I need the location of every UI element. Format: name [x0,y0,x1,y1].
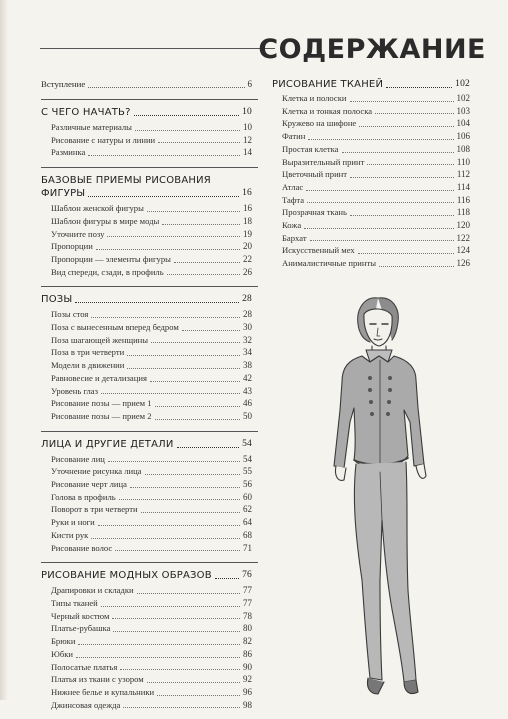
toc-entry-page: 122 [456,232,470,243]
toc-entry[interactable] [272,168,470,181]
toc-entry-page: 103 [456,105,470,116]
leader-dots [113,631,240,632]
toc-entry[interactable] [41,334,252,347]
toc-entry[interactable] [41,529,252,542]
leader-dots [96,249,240,250]
leader-dots [308,139,453,140]
section-rule [41,99,258,100]
toc-section [41,99,252,159]
leader-dots [386,87,452,88]
toc-entry-label: Нижнее белье и купальники [51,686,155,697]
toc-section-heading[interactable] [41,569,252,582]
leader-dots [155,419,240,420]
toc-entry-label: Уточнение рисунка лица [51,466,142,477]
toc-entry-label: Бархат [282,232,307,243]
toc-entry[interactable] [41,465,252,478]
leader-dots [151,342,240,343]
toc-right-items [272,92,470,270]
toc-entry-label: Пропорции [51,241,93,252]
toc-entry[interactable] [41,202,252,215]
toc-entry-page: 19 [243,228,252,239]
toc-entry-page: 28 [243,309,252,320]
toc-entry[interactable] [41,372,252,385]
toc-entry[interactable] [272,105,470,118]
toc-entry-page: 120 [456,220,470,231]
page-title: СОДЕРЖАНИЕ [258,34,486,65]
toc-entry[interactable] [41,228,252,241]
toc-entry-page: 54 [243,453,252,464]
toc-entry[interactable] [272,92,470,105]
page-edge-shadow [0,0,8,700]
toc-entry-label: Руки и ноги [51,517,95,528]
section-rule [41,431,258,432]
toc-entry[interactable] [41,686,252,699]
toc-entry-page: 55 [243,466,252,477]
toc-entry-page: 42 [243,372,252,383]
toc-entry-page: 56 [243,479,252,490]
leader-dots [379,266,453,267]
toc-entry-page: 18 [243,215,252,226]
leader-dots [78,644,240,645]
leader-dots [350,101,454,102]
toc-entry-label: Черный костюм [51,610,110,621]
leader-dots [177,447,240,448]
toc-entry-page: 104 [456,118,470,129]
toc-entry[interactable] [41,410,252,423]
toc-entry[interactable] [41,359,252,372]
toc-entry-label: Цветочный принт [282,169,348,180]
toc-entry[interactable] [41,635,252,648]
toc-entry[interactable] [272,257,470,270]
toc-section-page: 102 [455,79,470,89]
toc-entry[interactable] [272,194,470,207]
leader-dots [367,164,453,165]
toc-entry-label: Анималистичные принты [282,258,377,269]
toc-entry[interactable] [41,215,252,228]
toc-intro-page: 6 [247,79,252,89]
toc-entry-label: Вид спереди, сзади, в профиль [51,266,164,277]
toc-entry-label: Фатин [282,131,306,142]
toc-entry-label: Клетка и полоски [282,93,347,103]
toc-entry-page: 22 [243,253,252,264]
toc-entry-label: Уточните позу [51,228,105,239]
top-rule [40,48,275,49]
toc-entry-label: Атлас [282,181,304,192]
toc-entry-page: 112 [456,169,470,180]
toc-entry-page: 118 [456,207,470,218]
toc-entry[interactable] [41,584,252,597]
leader-dots [101,393,240,394]
toc-entry-page: 124 [456,245,470,256]
leader-dots [76,657,240,658]
leader-dots [127,355,240,356]
toc-section-title: С ЧЕГО НАЧАТЬ? [41,107,131,118]
toc-section-page: 28 [242,294,252,305]
toc-section [41,286,252,422]
leader-dots [135,130,240,131]
toc-entry-label: Клетка и тонкая полоска [282,105,373,116]
toc-entry[interactable] [272,232,470,245]
toc-right-column [272,78,470,270]
toc-entry-label: Пропорции — элементы фигуры [51,253,171,264]
toc-entry-page: 108 [456,143,470,154]
leader-dots [120,669,240,670]
leader-dots [310,240,454,241]
section-rule [41,167,258,168]
toc-entry-page: 71 [243,542,252,553]
leader-dots [141,512,240,513]
leader-dots [157,695,240,696]
toc-left-sections [41,99,252,711]
leader-dots [88,155,240,156]
toc-entry[interactable] [41,253,252,266]
toc-entry-label: Тафта [282,194,305,205]
toc-entry-page: 106 [456,131,470,142]
toc-section [41,562,252,711]
toc-entry-page: 126 [456,258,470,269]
toc-section-title: ЛИЦА И ДРУГИЕ ДЕТАЛИ [41,438,174,450]
toc-entry-label: Поза шагающей женщины [51,334,149,345]
toc-entry[interactable] [41,491,252,504]
toc-section-page: 10 [242,107,252,117]
toc-entry[interactable] [41,453,252,466]
toc-entry-page: 60 [243,491,252,502]
toc-entry-page: 80 [243,623,252,634]
toc-entry-page: 96 [243,686,252,697]
leader-dots [167,274,240,275]
toc-entry-label: Рисование лиц [51,453,105,464]
toc-entry-label: Драпировки и складки [51,585,134,596]
toc-entry-label: Кожа [282,220,302,231]
fashion-figure-illustration [300,290,470,700]
toc-entry-label: Прозрачная ткань [282,207,347,218]
toc-entry-label: Шаблон фигуры в мире моды [51,215,160,226]
toc-entry-label: Рисование позы — прием 2 [51,410,152,421]
toc-entry-label: Поза с вынесенным вперед бедром [51,322,179,333]
toc-entry-page: 86 [243,648,252,659]
toc-entry-label: Платья из ткани с узором [51,674,144,685]
toc-entry-page: 32 [243,334,252,345]
toc-entry[interactable] [41,661,252,674]
toc-entry[interactable] [41,308,252,321]
toc-entry[interactable] [272,117,470,130]
leader-dots [137,593,240,594]
section-rule [41,562,258,563]
leader-dots [158,142,240,143]
toc-entry-label: Поворот в три четверти [51,504,138,515]
section-rule [41,286,258,287]
toc-entry[interactable] [41,673,252,686]
toc-entry-page: 43 [243,385,252,396]
toc-entry-page: 30 [243,322,252,333]
leader-dots [88,87,244,88]
toc-entry-label: Рисование с натуры и линии [51,134,156,145]
toc-entry[interactable] [41,503,252,516]
leader-dots [215,578,239,579]
toc-entry[interactable] [272,143,470,156]
toc-entry[interactable] [41,699,252,712]
leader-dots [145,474,241,475]
toc-entry[interactable] [41,121,252,134]
toc-entry[interactable] [272,130,470,143]
toc-entry-label: Шаблон женской фигуры [51,203,144,214]
leader-dots [359,126,453,127]
leader-dots [112,618,240,619]
leader-dots [155,406,240,407]
toc-intro-label: Вступление [41,79,86,89]
toc-entry-page: 78 [243,610,252,621]
toc-entry[interactable] [272,181,470,194]
toc-entry-page: 16 [243,203,252,214]
toc-section-heading[interactable] [272,78,470,91]
toc-entry[interactable] [41,346,252,359]
toc-entry-page: 77 [243,597,252,608]
leader-dots [306,190,454,191]
toc-entry[interactable] [272,156,470,169]
toc-entry[interactable] [41,597,252,610]
leader-dots [88,196,239,197]
toc-entry-label: Юбки [51,648,73,659]
toc-entry[interactable] [41,321,252,334]
leader-dots [342,152,454,153]
toc-entry-label: Кружево на шифоне [282,118,357,129]
toc-entry-label: Платье-рубашка [51,623,111,634]
leader-dots [350,177,454,178]
toc-entry-label: Простая клетка [282,143,339,154]
toc-entry[interactable] [272,219,470,232]
toc-entry-label: Позы стоя [51,309,89,320]
toc-entry-label: Уровень глаз [51,385,98,396]
toc-entry-page: 46 [243,398,252,409]
leader-dots [130,487,240,488]
toc-section-page: 76 [242,570,252,581]
toc-entry-page: 110 [456,156,470,167]
toc-entry-label: Разминка [51,147,86,158]
toc-entry[interactable] [41,266,252,279]
leader-dots [307,202,454,203]
leader-dots [127,368,240,369]
toc-entry-page: 68 [243,529,252,540]
toc-entry-label: Искусственный мех [282,245,355,256]
leader-dots [75,302,239,303]
toc-entry-page: 10 [243,122,252,132]
leader-dots [101,606,240,607]
toc-section [41,167,252,278]
toc-entry-page: 98 [243,699,252,710]
leader-dots [123,707,240,708]
leader-dots [107,236,240,237]
toc-entry-label: Рисование черт лица [51,479,127,490]
toc-entry[interactable] [41,240,252,253]
leader-dots [147,211,240,212]
toc-entry[interactable] [272,244,470,257]
toc-section-title-line: БАЗОВЫЕ ПРИЕМЫ РИСОВАНИЯ [41,175,211,187]
toc-entry-label: Джинсовая одежда [51,699,121,710]
toc-entry-page: 34 [243,347,252,358]
toc-entry-label: Равновесие и детализация [51,372,147,383]
toc-section-title: РИСОВАНИЕ МОДНЫХ ОБРАЗОВ [41,570,212,582]
toc-section [41,431,252,555]
toc-entry-label: Полосатые платья [51,661,118,672]
toc-entry-page: 90 [243,661,252,672]
toc-section-title: РИСОВАНИЕ ТКАНЕЙ [272,79,384,90]
toc-entry-label: Различные материалы [51,122,132,132]
toc-entry-label: Типы тканей [51,597,98,608]
toc-section-page: 16 [242,188,252,199]
toc-section-heading[interactable] [41,106,252,119]
toc-entry-page: 14 [243,147,252,158]
toc-intro[interactable] [41,78,252,91]
toc-entry[interactable] [41,648,252,661]
toc-entry-label: Голова в профиль [51,491,116,502]
toc-entry[interactable] [41,385,252,398]
toc-left-column [41,78,252,719]
toc-section-heading[interactable] [41,293,252,306]
toc-entry-page: 92 [243,674,252,685]
toc-entry-page: 26 [243,266,252,277]
toc-entry[interactable] [41,397,252,410]
toc-entry[interactable] [41,478,252,491]
toc-entry-page: 62 [243,504,252,515]
toc-entry[interactable] [41,622,252,635]
toc-entry-label: Выразительный принт [282,156,365,167]
leader-dots [350,215,454,216]
toc-section-page: 54 [242,438,252,449]
toc-entry-page: 50 [243,410,252,421]
leader-dots [119,499,240,500]
toc-entry[interactable] [272,206,470,219]
toc-entry-label: Рисование волос [51,542,113,553]
toc-entry-page: 116 [456,194,470,205]
leader-dots [174,262,240,263]
toc-entry[interactable] [41,146,252,159]
toc-entry-label: Кисти рук [51,529,89,540]
toc-section-heading[interactable] [41,438,252,451]
toc-entry[interactable] [41,134,252,147]
toc-entry-page: 114 [456,181,470,192]
toc-section-title: ПОЗЫ [41,294,73,306]
leader-dots [358,253,454,254]
toc-section-heading[interactable] [41,187,252,200]
toc-entry-label: Поза в три четверти [51,347,125,358]
toc-entry-label: Рисование позы — прием 1 [51,398,152,409]
toc-entry-page: 20 [243,241,252,252]
leader-dots [375,113,453,114]
toc-entry[interactable] [41,610,252,623]
toc-entry-label: Модели в движении [51,360,125,371]
toc-entry-page: 12 [243,134,252,145]
leader-dots [182,330,240,331]
toc-entry-page: 102 [456,93,470,103]
leader-dots [134,115,239,116]
leader-dots [98,525,240,526]
toc-entry-page: 38 [243,360,252,371]
toc-entry-label: Брюки [51,636,76,647]
leader-dots [162,224,240,225]
leader-dots [115,550,240,551]
leader-dots [91,538,240,539]
toc-entry-page: 64 [243,517,252,528]
toc-entry-page: 82 [243,636,252,647]
leader-dots [147,682,240,683]
toc-entry-page: 77 [243,585,252,596]
leader-dots [150,381,240,382]
leader-dots [108,461,240,462]
toc-entry[interactable] [41,516,252,529]
leader-dots [91,317,240,318]
leader-dots [304,228,453,229]
toc-entry[interactable] [41,542,252,555]
toc-section-title: ФИГУРЫ [41,188,86,200]
